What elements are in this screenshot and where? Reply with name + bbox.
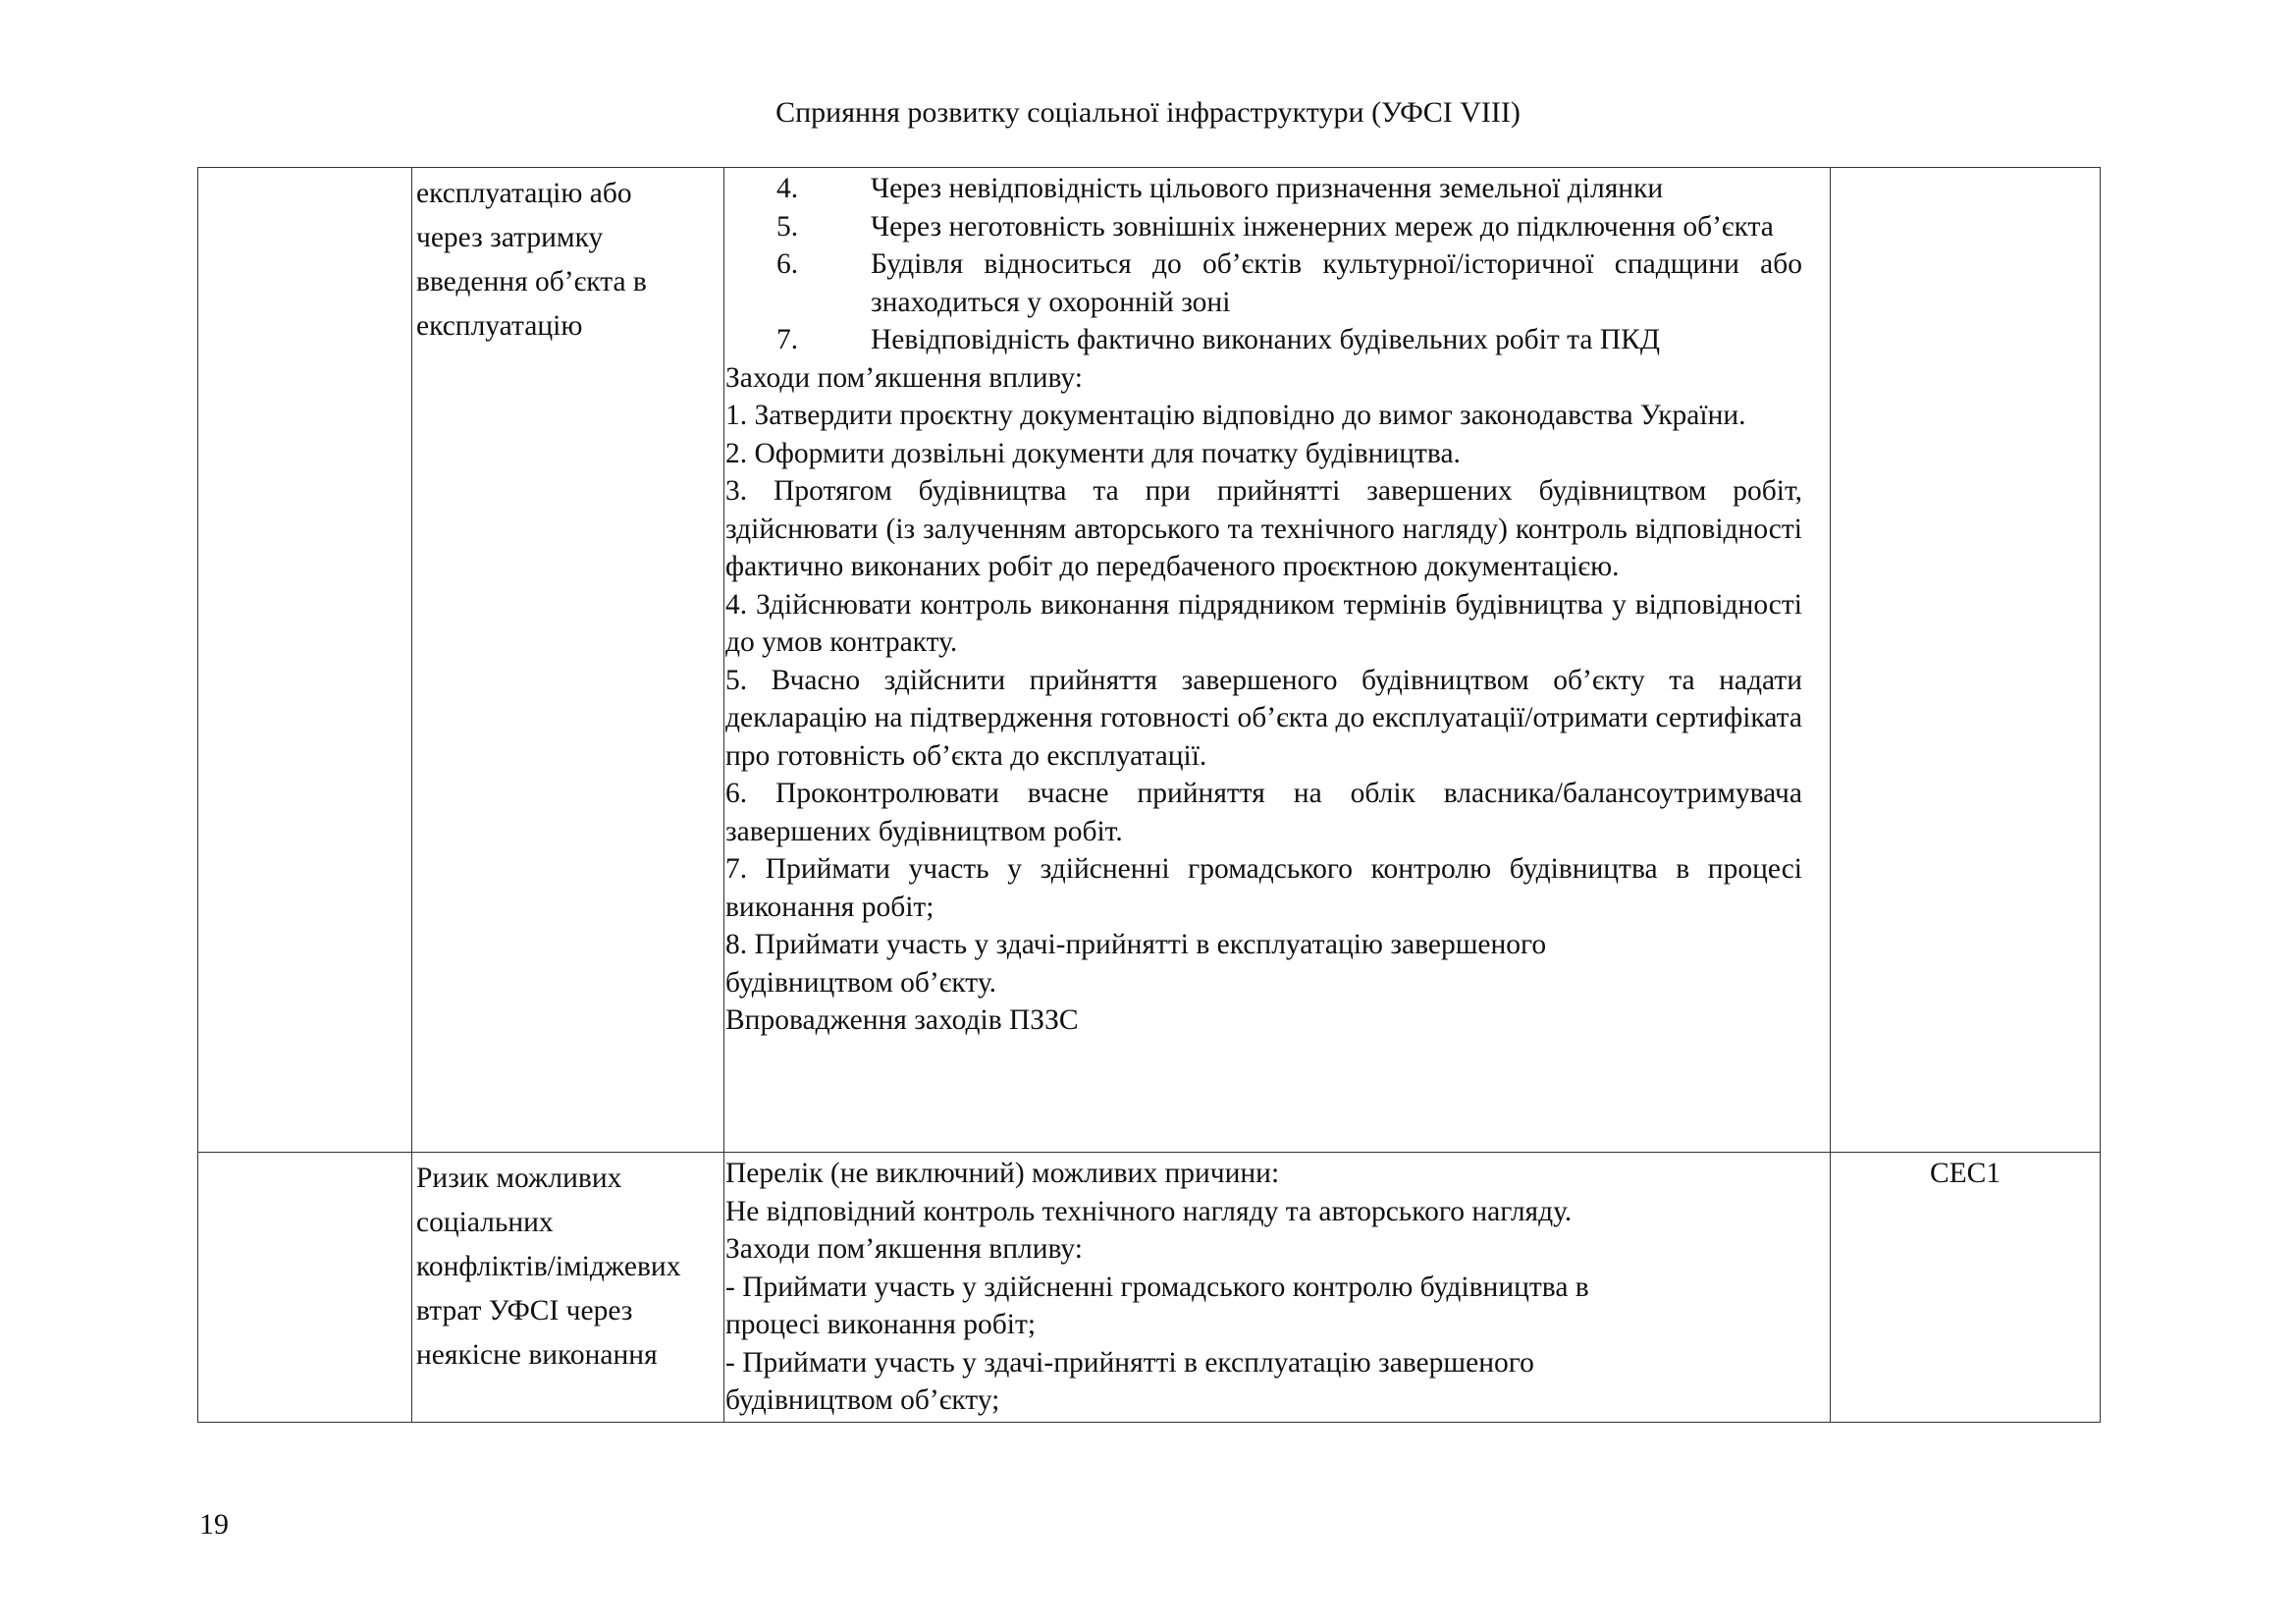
measure-line: будівництвом об’єкту. [725,966,996,999]
cause-text: Через неготовність зовнішніх інженерних мереж до підключення об’єкта [871,210,1774,243]
table-row [198,168,2101,1153]
causes-and-measures-cell [724,168,1831,1153]
numbered-cause [725,170,1802,208]
risk-description-cell [412,1153,724,1423]
measure-line: - Приймати участь у здачі-прийнятті в експлуатацію завершеного [725,1346,1534,1379]
risk-line: втрат УФСІ через [416,1295,633,1326]
measure-item: 4. Здійснювати контроль виконання підрядником термінів будівництва у відповідності до умов контракту. [725,588,1802,658]
risk-line: через затримку [416,222,604,253]
numbered-cause [725,245,1802,321]
risk-line: експлуатацію або [416,178,632,209]
measure-item: 2. Оформити дозвільні документи для початку будівництва. [725,437,1461,469]
measure-line: 8. Приймати участь у здачі-прийнятті в експлуатацію завершеного [725,929,1547,960]
cause-text: Будівля відноситься до об’єктів культурної/історичної спадщини або знаходиться у охоронній зоні [871,248,1802,318]
risk-line: соціальних [416,1207,554,1238]
cause-text: Невідповідність фактично виконаних будівельних робіт та ПКД [871,324,1660,355]
page-number: 19 [199,1508,229,1541]
table-row [198,1153,2101,1423]
cause-text: Не відповідний контроль технічного нагляду та авторського нагляду. [725,1195,1573,1227]
measure-item: 7. Приймати участь у здійсненні громадського контролю будівництва в процесі виконання робіт; [725,853,1802,923]
numbered-cause [725,321,1802,359]
measure-bullet [725,1269,1802,1344]
causes-and-measures-cell [724,1153,1831,1423]
numbered-cause [725,208,1802,246]
table-cell-empty [198,1153,412,1423]
cause-number: 5. [776,210,799,243]
measure-item: 5. Вчасно здійснити прийняття завершеного будівництвом об’єкту та надати декларацію на підтвердження готовності об’єкта до експлуатації/отримати сертифіката про готовність об’єкта до експлуатації. [725,664,1802,772]
measure-item: 3. Протягом будівництва та при прийнятті завершених будівництвом робіт, здійснювати (із залученням авторського та технічного нагляду) контроль відповідності фактично виконаних робіт до передбаченого проєктною документацією. [725,475,1802,582]
page-header-title: Сприяння розвитку соціальної інфраструктури (УФСІ VIII) [775,96,1521,129]
risk-description [416,168,718,349]
measure-bullet [725,1344,1802,1420]
measure-item-8 [725,926,1802,1001]
measures-heading: Заходи пом’якшення впливу: [725,1233,1083,1265]
table-cell-empty [1831,168,2101,1153]
measures-heading: Заходи пом’якшення впливу: [725,361,1083,394]
risk-line: Ризик можливих [416,1163,622,1194]
cause-number: 4. [776,173,799,204]
measure-line: процесі виконання робіт; [725,1309,1037,1340]
risk-line: введення об’єкта в [416,266,647,298]
risk-description [416,1153,718,1378]
risk-line: експлуатацію [416,310,583,342]
measure-item: 1. Затвердити проєктну документацію відповідно до вимог законодавства України. [725,400,1746,431]
causes-heading: Перелік (не виключний) можливих причини: [725,1158,1280,1189]
risk-line: конфліктів/іміджевих [416,1251,681,1282]
measure-line: будівництвом об’єкту; [725,1384,1000,1416]
measure-line: - Приймати участь у здійсненні громадського контролю будівництва в [725,1271,1589,1303]
measure-item: 6. Проконтролювати вчасне прийняття на облік власника/балансоутримувача завершених будівництвом робіт. [725,778,1802,847]
risk-line: неякісне виконання [416,1339,658,1371]
cause-number: 6. [776,248,799,280]
cause-number: 7. [776,324,799,355]
risk-description-cell [412,168,724,1153]
table-cell-empty [198,168,412,1153]
risk-code-cell: СЕС1 [1831,1153,2101,1423]
risk-table [197,167,2101,1423]
cause-text: Через невідповідність цільового призначення земельної ділянки [871,173,1664,204]
measures-footer-line: Впровадження заходів ПЗЗС [725,1004,1079,1036]
